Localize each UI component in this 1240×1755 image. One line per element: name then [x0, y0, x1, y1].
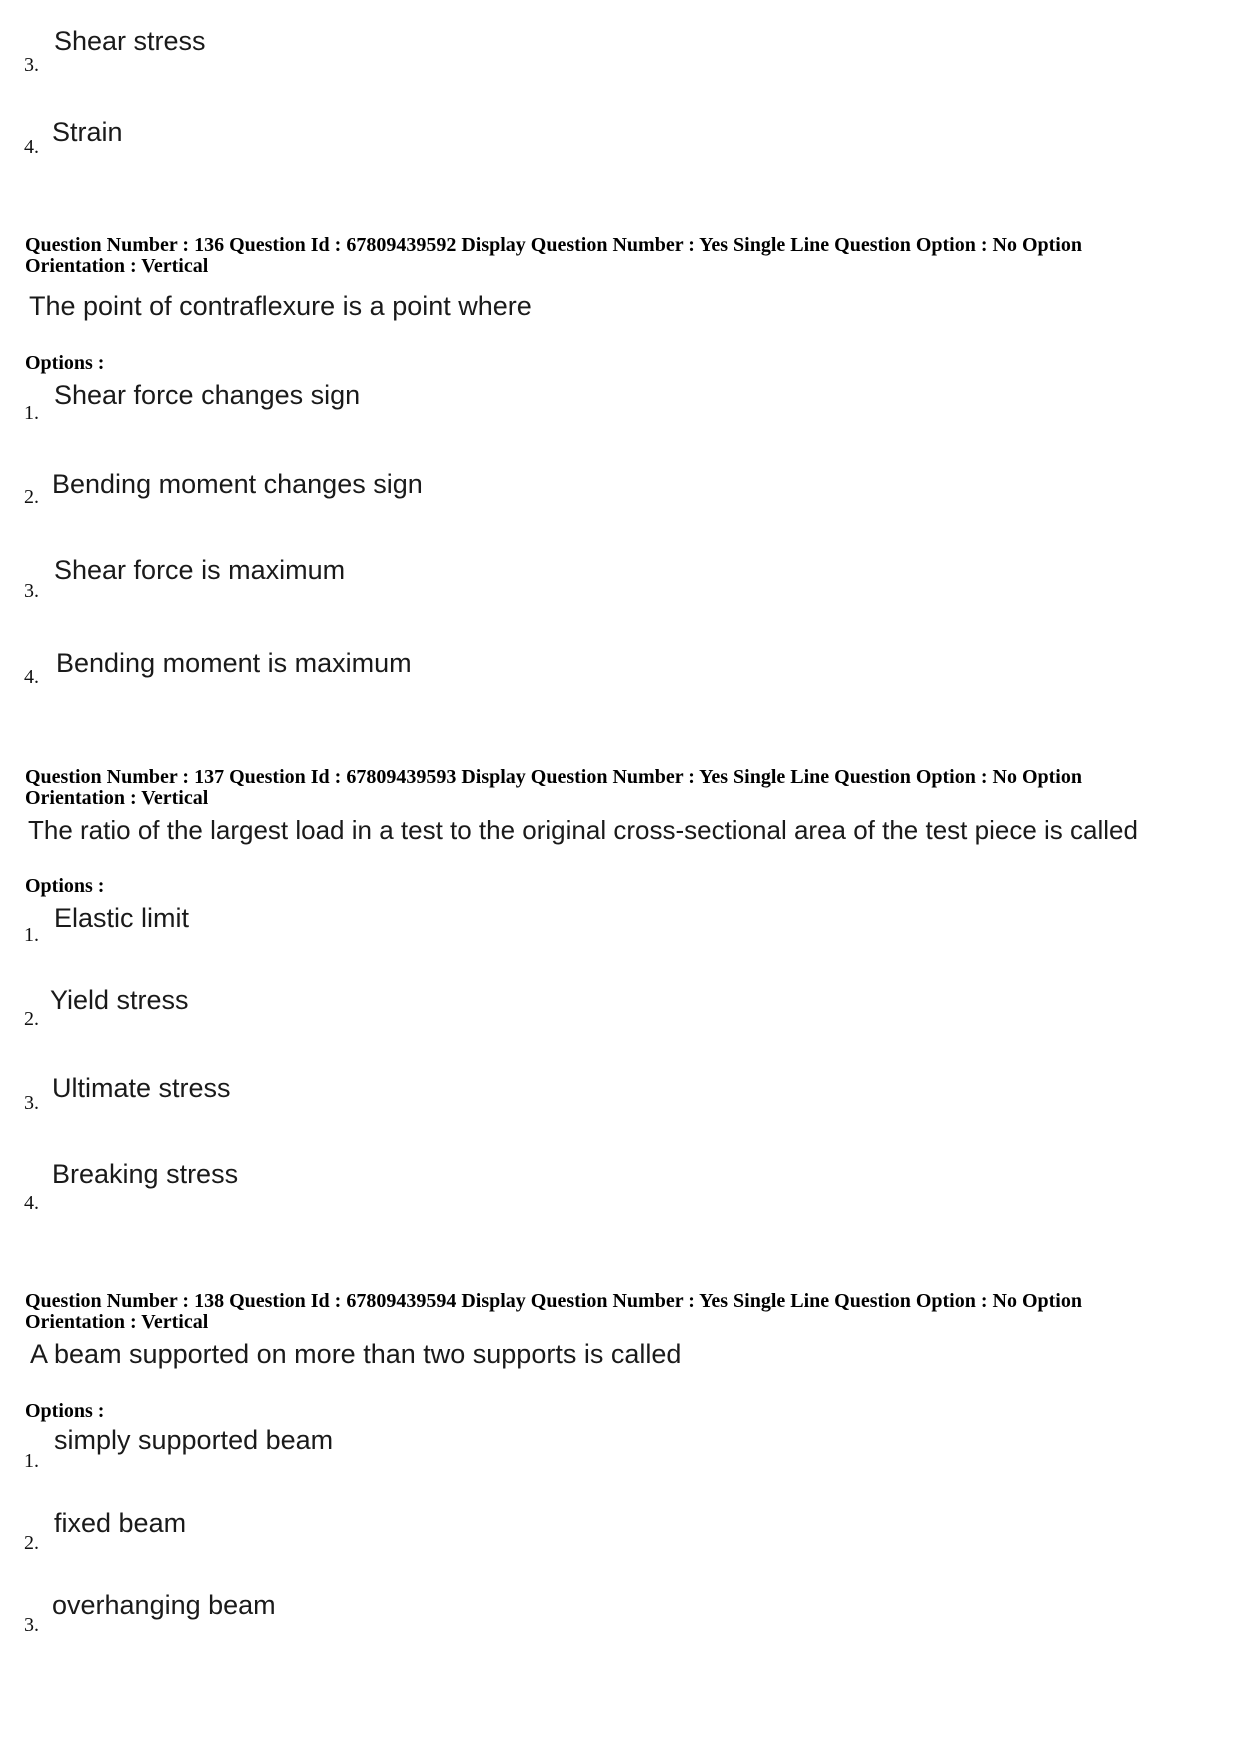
question-meta	[25, 235, 1082, 277]
option-number: 3.	[24, 1092, 39, 1114]
options-label: Options :	[25, 1400, 105, 1422]
option-number: 1.	[24, 1450, 39, 1472]
option-number: 4.	[24, 1192, 39, 1214]
option-text: Bending moment is maximum	[56, 648, 412, 678]
question-meta	[25, 1291, 1082, 1333]
option-text: Shear force is maximum	[54, 555, 346, 585]
question-meta	[25, 767, 1082, 809]
question-text: The ratio of the largest load in a test to the original cross-sectional area of the test piece is called	[28, 815, 1138, 845]
option-text: Yield stress	[50, 985, 189, 1015]
option-number: 2.	[24, 1532, 39, 1554]
option-number: 2.	[24, 486, 39, 508]
option-number: 1.	[24, 924, 39, 946]
option-number: 4.	[24, 666, 39, 688]
option-text: overhanging beam	[52, 1590, 276, 1620]
option-text: Elastic limit	[54, 903, 190, 933]
option-text: Strain	[52, 117, 123, 147]
option-text: simply supported beam	[54, 1425, 334, 1455]
option-text: Shear stress	[54, 26, 206, 56]
option-number: 2.	[24, 1008, 39, 1030]
option-number: 4.	[24, 136, 39, 158]
question-text: The point of contraflexure is a point where	[29, 291, 532, 321]
option-number: 3.	[24, 580, 39, 602]
question-meta-line2: Orientation : Vertical	[25, 255, 209, 277]
option-text: Breaking stress	[52, 1159, 239, 1189]
options-label: Options :	[25, 352, 105, 374]
option-number: 1.	[24, 402, 39, 424]
option-text: Bending moment changes sign	[52, 469, 423, 499]
question-meta-line1: Question Number : 138 Question Id : 67809439594 Display Question Number : Yes Single Line Question Option : No Option	[25, 1290, 1082, 1312]
question-meta-line2: Orientation : Vertical	[25, 787, 209, 809]
question-meta-line2: Orientation : Vertical	[25, 1311, 209, 1333]
option-number: 3.	[24, 54, 39, 76]
option-number: 3.	[24, 1614, 39, 1636]
question-text: A beam supported on more than two supports is called	[30, 1339, 682, 1369]
option-text: fixed beam	[54, 1508, 187, 1538]
question-meta-line1: Question Number : 137 Question Id : 67809439593 Display Question Number : Yes Single Line Question Option : No Option	[25, 766, 1082, 788]
option-text: Shear force changes sign	[54, 380, 361, 410]
option-text: Ultimate stress	[52, 1073, 231, 1103]
question-meta-line1: Question Number : 136 Question Id : 67809439592 Display Question Number : Yes Single Line Question Option : No Option	[25, 234, 1082, 256]
options-label: Options :	[25, 875, 105, 897]
